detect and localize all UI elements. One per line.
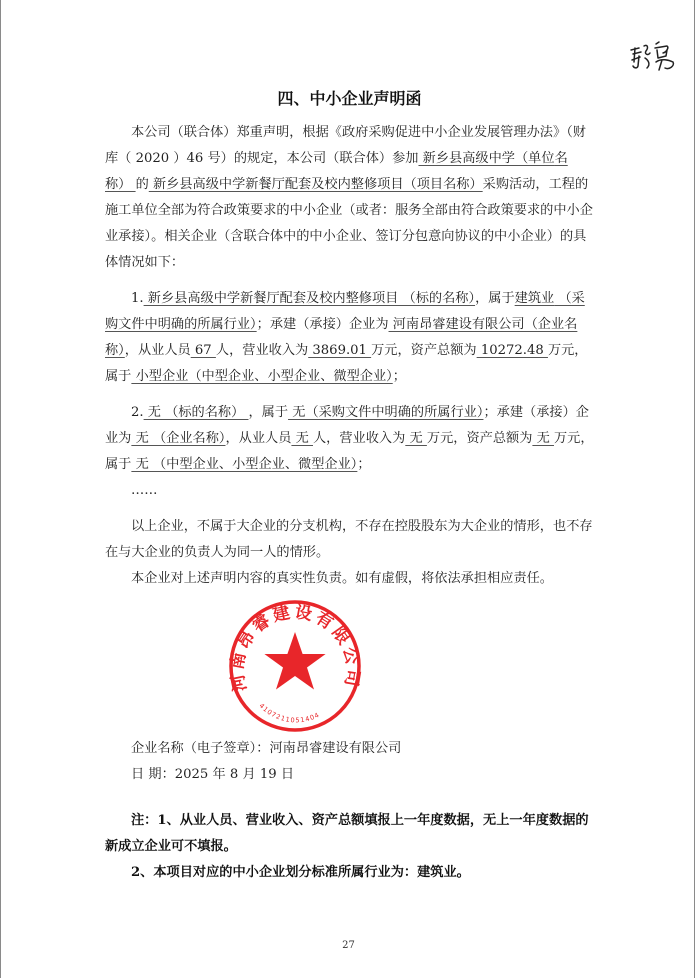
declaration-paragraph <box>105 514 594 566</box>
item2-text: 接）企业为 <box>105 405 589 446</box>
item1-employees: 67 <box>190 343 216 358</box>
note-1 <box>105 808 594 860</box>
item2-text: ； <box>357 457 371 472</box>
item1-industry: 建筑业 <box>514 291 555 306</box>
item2-paragraph <box>105 400 594 478</box>
item1-size: 小型企业（中型企业、小型企业、微型企业） <box>131 369 393 384</box>
company-seal <box>225 598 365 736</box>
item1-industry-note: （采购文件中明确的所属行业） <box>105 291 585 332</box>
item1-text: 万元，资产总额为 <box>371 343 477 358</box>
item2-text: ，属于 <box>248 405 289 420</box>
item1-target-name: 新乡县高级中学新餐厅配套及校内整修项目 （标的名称） <box>143 291 476 306</box>
intro-paragraph <box>105 120 594 276</box>
company-label: 企业名称（电子签章）： <box>131 741 270 756</box>
item2-text: ，从业人员 <box>225 431 292 446</box>
item1-text: ； <box>392 369 406 384</box>
intro-text: （财库（ 2020 ）46 号）的规定，本公司（联合体）参加 <box>105 125 586 166</box>
page-title: 四、中小企业声明函 <box>277 89 422 108</box>
item2-industry: 无（采购文件中明确的所属行业） <box>288 405 484 420</box>
intro-text: 采购活动， <box>482 177 549 192</box>
page-number: 27 <box>342 940 355 951</box>
declaration-line-3: 本企业对上述声明内容的真实性负责。如有虚假，将依法承担相应责任。 <box>131 571 553 586</box>
seal-star-icon <box>264 632 325 690</box>
item1-text: ，属于 <box>475 291 515 306</box>
item1-company-cont: 业名称） <box>105 317 578 358</box>
seal-text: 河南昂睿建设有限公司 <box>227 602 363 694</box>
item1-text: 元，属于 <box>105 343 588 384</box>
ellipsis: …… <box>131 483 158 498</box>
intro-line-1: 本公司（联合体）郑重声明，根据《政府采购促进中小企业发展管理办法》 <box>131 125 567 140</box>
item2-number: 2. <box>131 405 144 420</box>
item2-revenue: 无 <box>405 431 427 446</box>
item1-company: 河南昂睿建设有限公司（企 <box>388 317 551 332</box>
item2-text: 万元，资 <box>426 431 480 446</box>
intro-line-6: 中小企业）的具体情况如下： <box>105 229 587 270</box>
declaration-line-2: 不存在与大企业的负责人为同一人的情形。 <box>105 519 593 560</box>
note-1-line-1: 注：1、从业人员、营业收入、资产总额填报上一年度数据，无上一年度数 <box>131 813 563 828</box>
intro-line-4: 工程的施工单位全部为符合政策要求的中小企业（或者：服务全部由符合政策要 <box>105 177 589 218</box>
item1-text: ；承建（承接）企业为 <box>256 317 389 332</box>
item1-assets: 10272.48 <box>476 343 548 358</box>
company-name: 河南昂睿建设有限公司 <box>269 741 402 756</box>
date-label: 日 期： <box>131 767 175 782</box>
date-value: 2025 年 8 月 19 日 <box>174 767 295 782</box>
item1-paragraph <box>105 286 594 390</box>
item1-text: ，从业人员 <box>124 343 191 358</box>
item2-employees: 无 <box>291 431 313 446</box>
item2-text: ；承建（承 <box>483 405 550 420</box>
item2-company: 无 （企业名称） <box>131 431 226 446</box>
note-1-line-2: 据的新成立企业可不填报。 <box>105 813 589 854</box>
item2-text: 万元，属于 <box>105 431 594 472</box>
item2-target-name: 无 （标的名称） <box>143 405 249 420</box>
item1-number: 1. <box>131 291 144 306</box>
purchaser-name-cont: 名称） <box>105 151 568 192</box>
seal-code: 4107211051404 <box>257 701 322 725</box>
item2-text: 产总额为 <box>479 431 533 446</box>
company-signature-line <box>105 736 594 762</box>
item1-revenue: 3869.01 <box>308 343 372 358</box>
project-name: 新乡县高级中学新餐厅配套及校内整修项目（项目名称） <box>148 177 483 192</box>
purchaser-name: 新乡县高级中学（单位 <box>418 151 555 166</box>
handwritten-signature <box>629 38 679 74</box>
item2-size: 无 （中型企业、小型企业、微型企业） <box>131 457 358 472</box>
intro-line-5: 求的中小企业承接）。相关企业（含联合体中的中小企业、签订分包意向协议的 <box>105 203 593 244</box>
item1-text: 人，营业收入为 <box>215 343 309 358</box>
item2-text: 人，营业收入为 <box>313 431 406 446</box>
declaration-line-1: 以上企业，不属于大企业的分支机构，不存在控股股东为大企业的情形，也 <box>131 519 567 534</box>
note-2: 2、本项目对应的中小企业划分标准所属行业为：建筑业。 <box>131 865 470 880</box>
item1-text: 万 <box>547 343 562 358</box>
item2-assets: 无 <box>532 431 554 446</box>
date-line <box>105 762 594 788</box>
intro-text: 的 <box>135 177 149 192</box>
